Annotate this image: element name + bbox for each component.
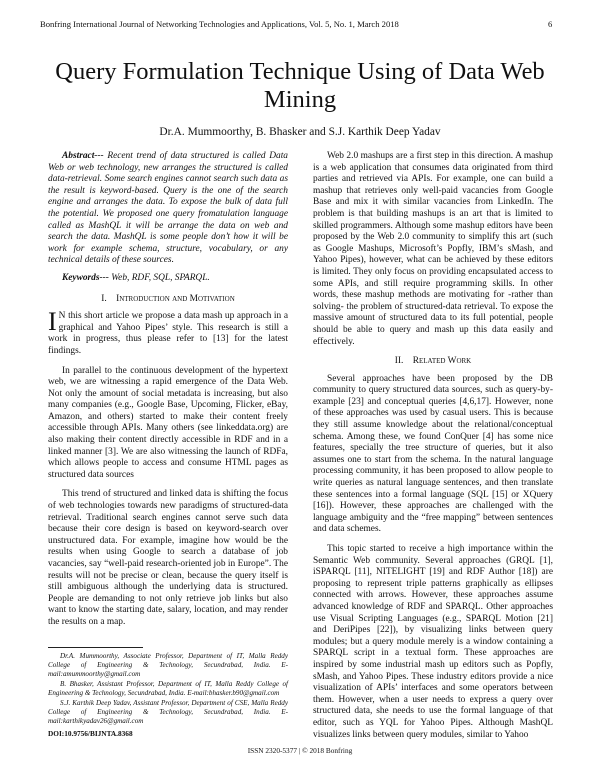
page-number: 6 — [548, 19, 553, 29]
doi: DOI:10.9756/BIJNTA.8368 — [48, 728, 133, 738]
drop-cap: I — [48, 307, 57, 337]
section-heading-introduction — [48, 294, 288, 306]
intro-paragraph-2: In parallel to the continuous development of the hypertext web, we are witnessing a rapid emergence of the Data Web. Not only the amount of social metadata is increasing, but also many companies (e.g., Google Base, Upcoming, Flicker, eBay, Amazon, and others) started to make their content freely accessible through APIs. Many others (see linkeddata.org) are also making their content directly accessible in RDF and in a linked manner [3]. We are also witnessing the launch of RDFa, which allows people to access and consume HTML pages as structured data sources — [48, 365, 288, 480]
section-number: II. — [394, 356, 404, 367]
right-column — [313, 151, 553, 749]
section-heading-related-work — [313, 356, 553, 368]
page-footer: ISSN 2320-5377 | © 2018 Bonfring — [247, 746, 353, 755]
keywords — [48, 273, 288, 285]
keywords-text: Web, RDF, SQL, SPARQL. — [108, 272, 210, 283]
section-title: Related Work — [412, 356, 472, 367]
footnote-author-1: Dr.A. Mummoorthy, Associate Professor, Department of IT, Malla Reddy College of Engineering & Technology, Secundrabad, India. E-mail:amummoorthy@gmail.com — [48, 651, 288, 679]
paper-title: Query Formulation Technique Using of Data Web Mining — [55, 58, 545, 113]
right-paragraph-1: Web 2.0 mashups are a first step in this direction. A mashup is a web application that consumes data originated from third parties and retrieved via APIs. For example, one can build a mashup that retrieves only well-paid vacancies from Google Base and mix it with similar vacancies from LinkedIn. The problem is that building mashups is an art that is limited to skilled programmers. Although some mashup editors have been proposed by the Web 2.0 community to simplify this art (such as Google Mashups, Microsoft’s Popfly, IBM’s sMash, and Yahoo Pipes), however, what can be achieved by these editors is limited. They only focus on providing encapsulated access to some APIs, and still require programming skills. In other words, these mashup methods are motivating for -rather than solving- the problem of structured-data retrieval. To expose the massive amount of structured data to its full potential, people should be able to query and mash up this data easily and effectively. — [313, 151, 553, 347]
footnote-divider — [48, 647, 143, 648]
intro-paragraph-1-text: N this short article we propose a data mash up approach in a graphical and Yahoo Pipes’ style. This research is still a work in progress, thus please refer to [13] for the latest findings. — [48, 311, 288, 356]
related-paragraph-2: This topic started to receive a high importance within the Semantic Web community. Several approaches (GRQL [1], iSPARQL [11], NITELIGHT [19] and RDF Author [18]) are proposing to represent triple patterns graphically as ellipses connected with arrows. However, these approaches assume advanced knowledge of RDF and SPARQL. Other approaches use Visual Scripting Languages (e.g., SPARQL Motion [21] and DeriPipes [22]), by visualizing links between query modules; but a query module merely is a window containing a SPARQL script in a textual form. These approaches are inspired by some industrial mash up editors such as Popfly, sMash, and Yahoo Pipes. These industry editors provide a nice visualization of APIs’ interfaces and some operators between them. However, when a user needs to express a query over structured data, she needs to use the formal language of that editor, such as YQL for Yahoo Pipes. Although MashQL visualizes links between query modules, similar to Yahoo — [313, 544, 553, 740]
related-paragraph-1: Several approaches have been proposed by the DB community to query structured data sources, such as query-by-example [23] and conceptual queries [4,6,17]. However, none of these approaches was used by casual users. This is because they still assume knowledge about the relational/conceptual schema. Among these, we found ConQuer [4] has some nice features, specially the tree structure of queries, but it also assumes one to start from the schema. In the natural language processing community, it has been proposed to allow people to write queries as natural language sentences, and then translate these sentences into a formal language (SQL [15] or XQuery [16]). However, these approaches are challenged with the language ambiguity and the “free mapping” between sentences and data schemes. — [313, 373, 553, 535]
footnote-author-2: B. Bhasker, Assistant Professor, Department of IT, Malla Reddy College of Engineering & Technology, Secundrabad, India. E-mail:bhasker.b90@gmail.com — [48, 679, 288, 698]
section-number: I. — [101, 293, 107, 304]
intro-paragraph-1 — [48, 307, 288, 357]
abstract — [48, 151, 288, 267]
keywords-label: Keywords--- — [62, 272, 109, 283]
running-header: Bonfring International Journal of Networking Technologies and Applications, Vol. 5, No. 1, March 2018 — [40, 19, 399, 29]
abstract-label: Abstract--- — [62, 151, 104, 161]
intro-paragraph-3: This trend of structured and linked data is shifting the focus of web technologies towards new paradigms of structured-data retrieval. Traditional search engines cannot serve such data because their core design is based on keyword-search over unstructured data. For example, imagine how would be the results when using Google to search a database of job vacancies, say “well-paid research-oriented job in Europe”. The results will not be precise or clean, because the query itself is still ambiguous although the underlying data is structured. People are demanding to not only retrieve job links but also want to know the starting date, salary, location, and may render the results on a map. — [48, 489, 288, 627]
footnote-author-3: S.J. Karthik Deep Yadav, Assistant Professor, Department of CSE, Malla Reddy College of Engineering & Technology, Secundrabad, India. E-mail:karthikyadav26@gmail.com — [48, 698, 288, 726]
left-column — [48, 151, 288, 739]
author-list: Dr.A. Mummoorthy, B. Bhasker and S.J. Karthik Deep Yadav — [159, 126, 441, 138]
abstract-text: Recent trend of data structured is called Data Web or web technology, new arranges the structured is called data-retrieval. Some search engines cannot search such data as the result is keyword-based. Query is the one of the search engine and arranges the data. To expose the bulk of data full the potential. We proposed one query fromatulation language called as MashQL it will be arrange the data on web and search the data. MashQL is some people don’t how it will be work for example schema, structure, vocabulary, or any technical details of these sources. — [48, 151, 288, 266]
section-title: Introduction and Motivation — [116, 293, 235, 304]
